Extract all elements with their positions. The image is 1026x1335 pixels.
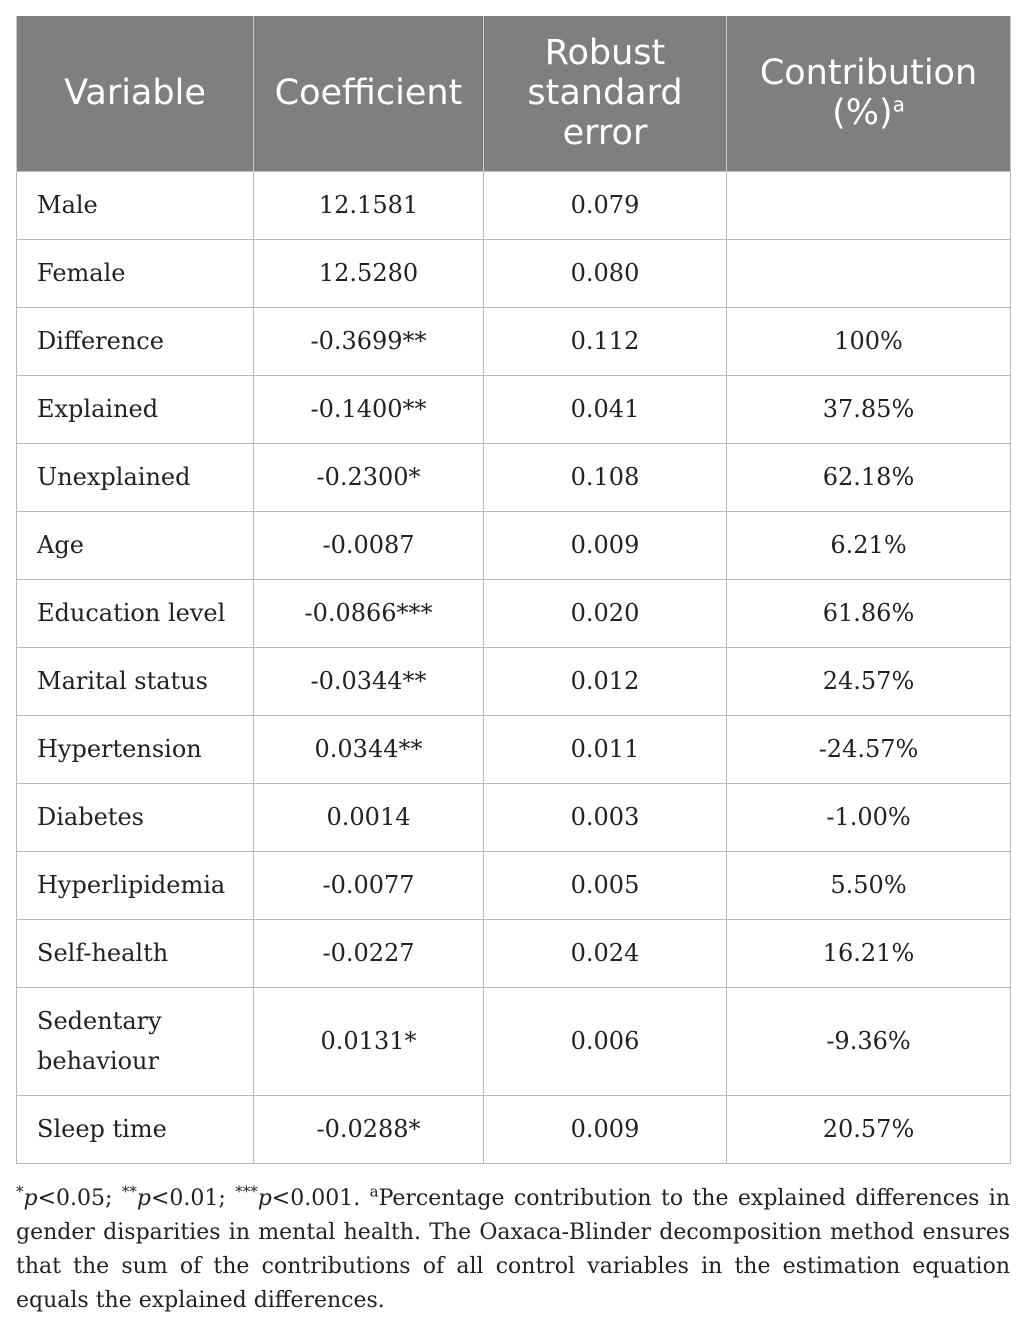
table-row <box>17 1095 1011 1163</box>
cell-robust-se: 0.080 <box>484 239 727 307</box>
cell-robust-se: 0.009 <box>484 511 727 579</box>
cell-contribution: 6.21% <box>727 511 1011 579</box>
cell-contribution <box>727 171 1011 239</box>
cell-coefficient: -0.1400** <box>254 375 484 443</box>
table-row <box>17 511 1011 579</box>
decomposition-table <box>16 16 1011 1164</box>
cell-variable: Explained <box>17 375 254 443</box>
cell-contribution: -24.57% <box>727 715 1011 783</box>
cell-variable: Unexplained <box>17 443 254 511</box>
header-coefficient: Coefficient <box>254 16 484 171</box>
table-row <box>17 171 1011 239</box>
table-row <box>17 647 1011 715</box>
table-footnote <box>16 1182 1010 1318</box>
results-table-container <box>16 16 1010 1164</box>
cell-coefficient: 0.0344** <box>254 715 484 783</box>
cell-variable: Age <box>17 511 254 579</box>
cell-contribution: 16.21% <box>727 919 1011 987</box>
cell-robust-se: 0.024 <box>484 919 727 987</box>
cell-coefficient: 0.0014 <box>254 783 484 851</box>
footnote-sig2-p: p <box>136 1186 151 1211</box>
cell-variable: Marital status <box>17 647 254 715</box>
footnote-sig3-stars: *** <box>235 1182 258 1201</box>
cell-robust-se: 0.020 <box>484 579 727 647</box>
footnote-sig3-p: p <box>257 1186 272 1211</box>
cell-robust-se: 0.005 <box>484 851 727 919</box>
cell-coefficient: -0.0227 <box>254 919 484 987</box>
cell-variable: Male <box>17 171 254 239</box>
cell-variable: Self-health <box>17 919 254 987</box>
table-row <box>17 987 1011 1095</box>
table-row <box>17 239 1011 307</box>
cell-contribution: 100% <box>727 307 1011 375</box>
cell-robust-se: 0.079 <box>484 171 727 239</box>
cell-variable: Hyperlipidemia <box>17 851 254 919</box>
table-row <box>17 919 1011 987</box>
cell-robust-se: 0.108 <box>484 443 727 511</box>
cell-contribution: 24.57% <box>727 647 1011 715</box>
cell-variable: Sleep time <box>17 1095 254 1163</box>
cell-contribution: 37.85% <box>727 375 1011 443</box>
cell-robust-se: 0.112 <box>484 307 727 375</box>
cell-coefficient: -0.2300* <box>254 443 484 511</box>
cell-contribution <box>727 239 1011 307</box>
table-row <box>17 783 1011 851</box>
footnote-sig2-value: <0.01; <box>150 1186 236 1211</box>
table-row <box>17 715 1011 783</box>
cell-coefficient: -0.3699** <box>254 307 484 375</box>
cell-contribution: -9.36% <box>727 987 1011 1095</box>
cell-variable: Female <box>17 239 254 307</box>
table-header-row <box>17 16 1011 171</box>
cell-coefficient: -0.0288* <box>254 1095 484 1163</box>
table-row <box>17 375 1011 443</box>
cell-robust-se: 0.009 <box>484 1095 727 1163</box>
cell-coefficient: 12.1581 <box>254 171 484 239</box>
header-contribution-marker: a <box>892 92 905 117</box>
footnote-marker: a <box>369 1182 379 1201</box>
table-row <box>17 579 1011 647</box>
cell-variable: Diabetes <box>17 783 254 851</box>
cell-robust-se: 0.003 <box>484 783 727 851</box>
table-row <box>17 307 1011 375</box>
cell-coefficient: -0.0344** <box>254 647 484 715</box>
cell-coefficient: -0.0077 <box>254 851 484 919</box>
table-row <box>17 851 1011 919</box>
cell-robust-se: 0.011 <box>484 715 727 783</box>
footnote-text: Percentage contribution to the explained differences in gender disparities in mental health. The Oaxaca-Blinder decomposition method ensures that the sum of the contributions of all control variables in the estimation equation equals the explained differences. <box>16 1186 1011 1313</box>
cell-contribution: -1.00% <box>727 783 1011 851</box>
cell-coefficient: -0.0866*** <box>254 579 484 647</box>
cell-contribution: 61.86% <box>727 579 1011 647</box>
cell-coefficient: 12.5280 <box>254 239 484 307</box>
cell-robust-se: 0.041 <box>484 375 727 443</box>
cell-contribution: 5.50% <box>727 851 1011 919</box>
cell-variable: Education level <box>17 579 254 647</box>
header-robust-se: Robust standard error <box>484 16 727 171</box>
cell-variable: Hypertension <box>17 715 254 783</box>
cell-variable: Difference <box>17 307 254 375</box>
footnote-sig2-stars: ** <box>121 1182 137 1201</box>
footnote-sig1-value: <0.05; <box>37 1186 122 1211</box>
cell-robust-se: 0.012 <box>484 647 727 715</box>
cell-contribution: 20.57% <box>727 1095 1011 1163</box>
footnote-sig1-stars: * <box>16 1182 24 1201</box>
header-variable: Variable <box>17 16 254 171</box>
cell-variable: Sedentary behaviour <box>17 987 254 1095</box>
cell-contribution: 62.18% <box>727 443 1011 511</box>
table-row <box>17 443 1011 511</box>
cell-robust-se: 0.006 <box>484 987 727 1095</box>
cell-coefficient: -0.0087 <box>254 511 484 579</box>
footnote-sig3-value: <0.001. <box>271 1186 370 1211</box>
header-contribution-label: Contribution (%) <box>759 53 978 134</box>
cell-coefficient: 0.0131* <box>254 987 484 1095</box>
footnote-sig1-p: p <box>23 1186 38 1211</box>
header-contribution <box>727 16 1011 171</box>
